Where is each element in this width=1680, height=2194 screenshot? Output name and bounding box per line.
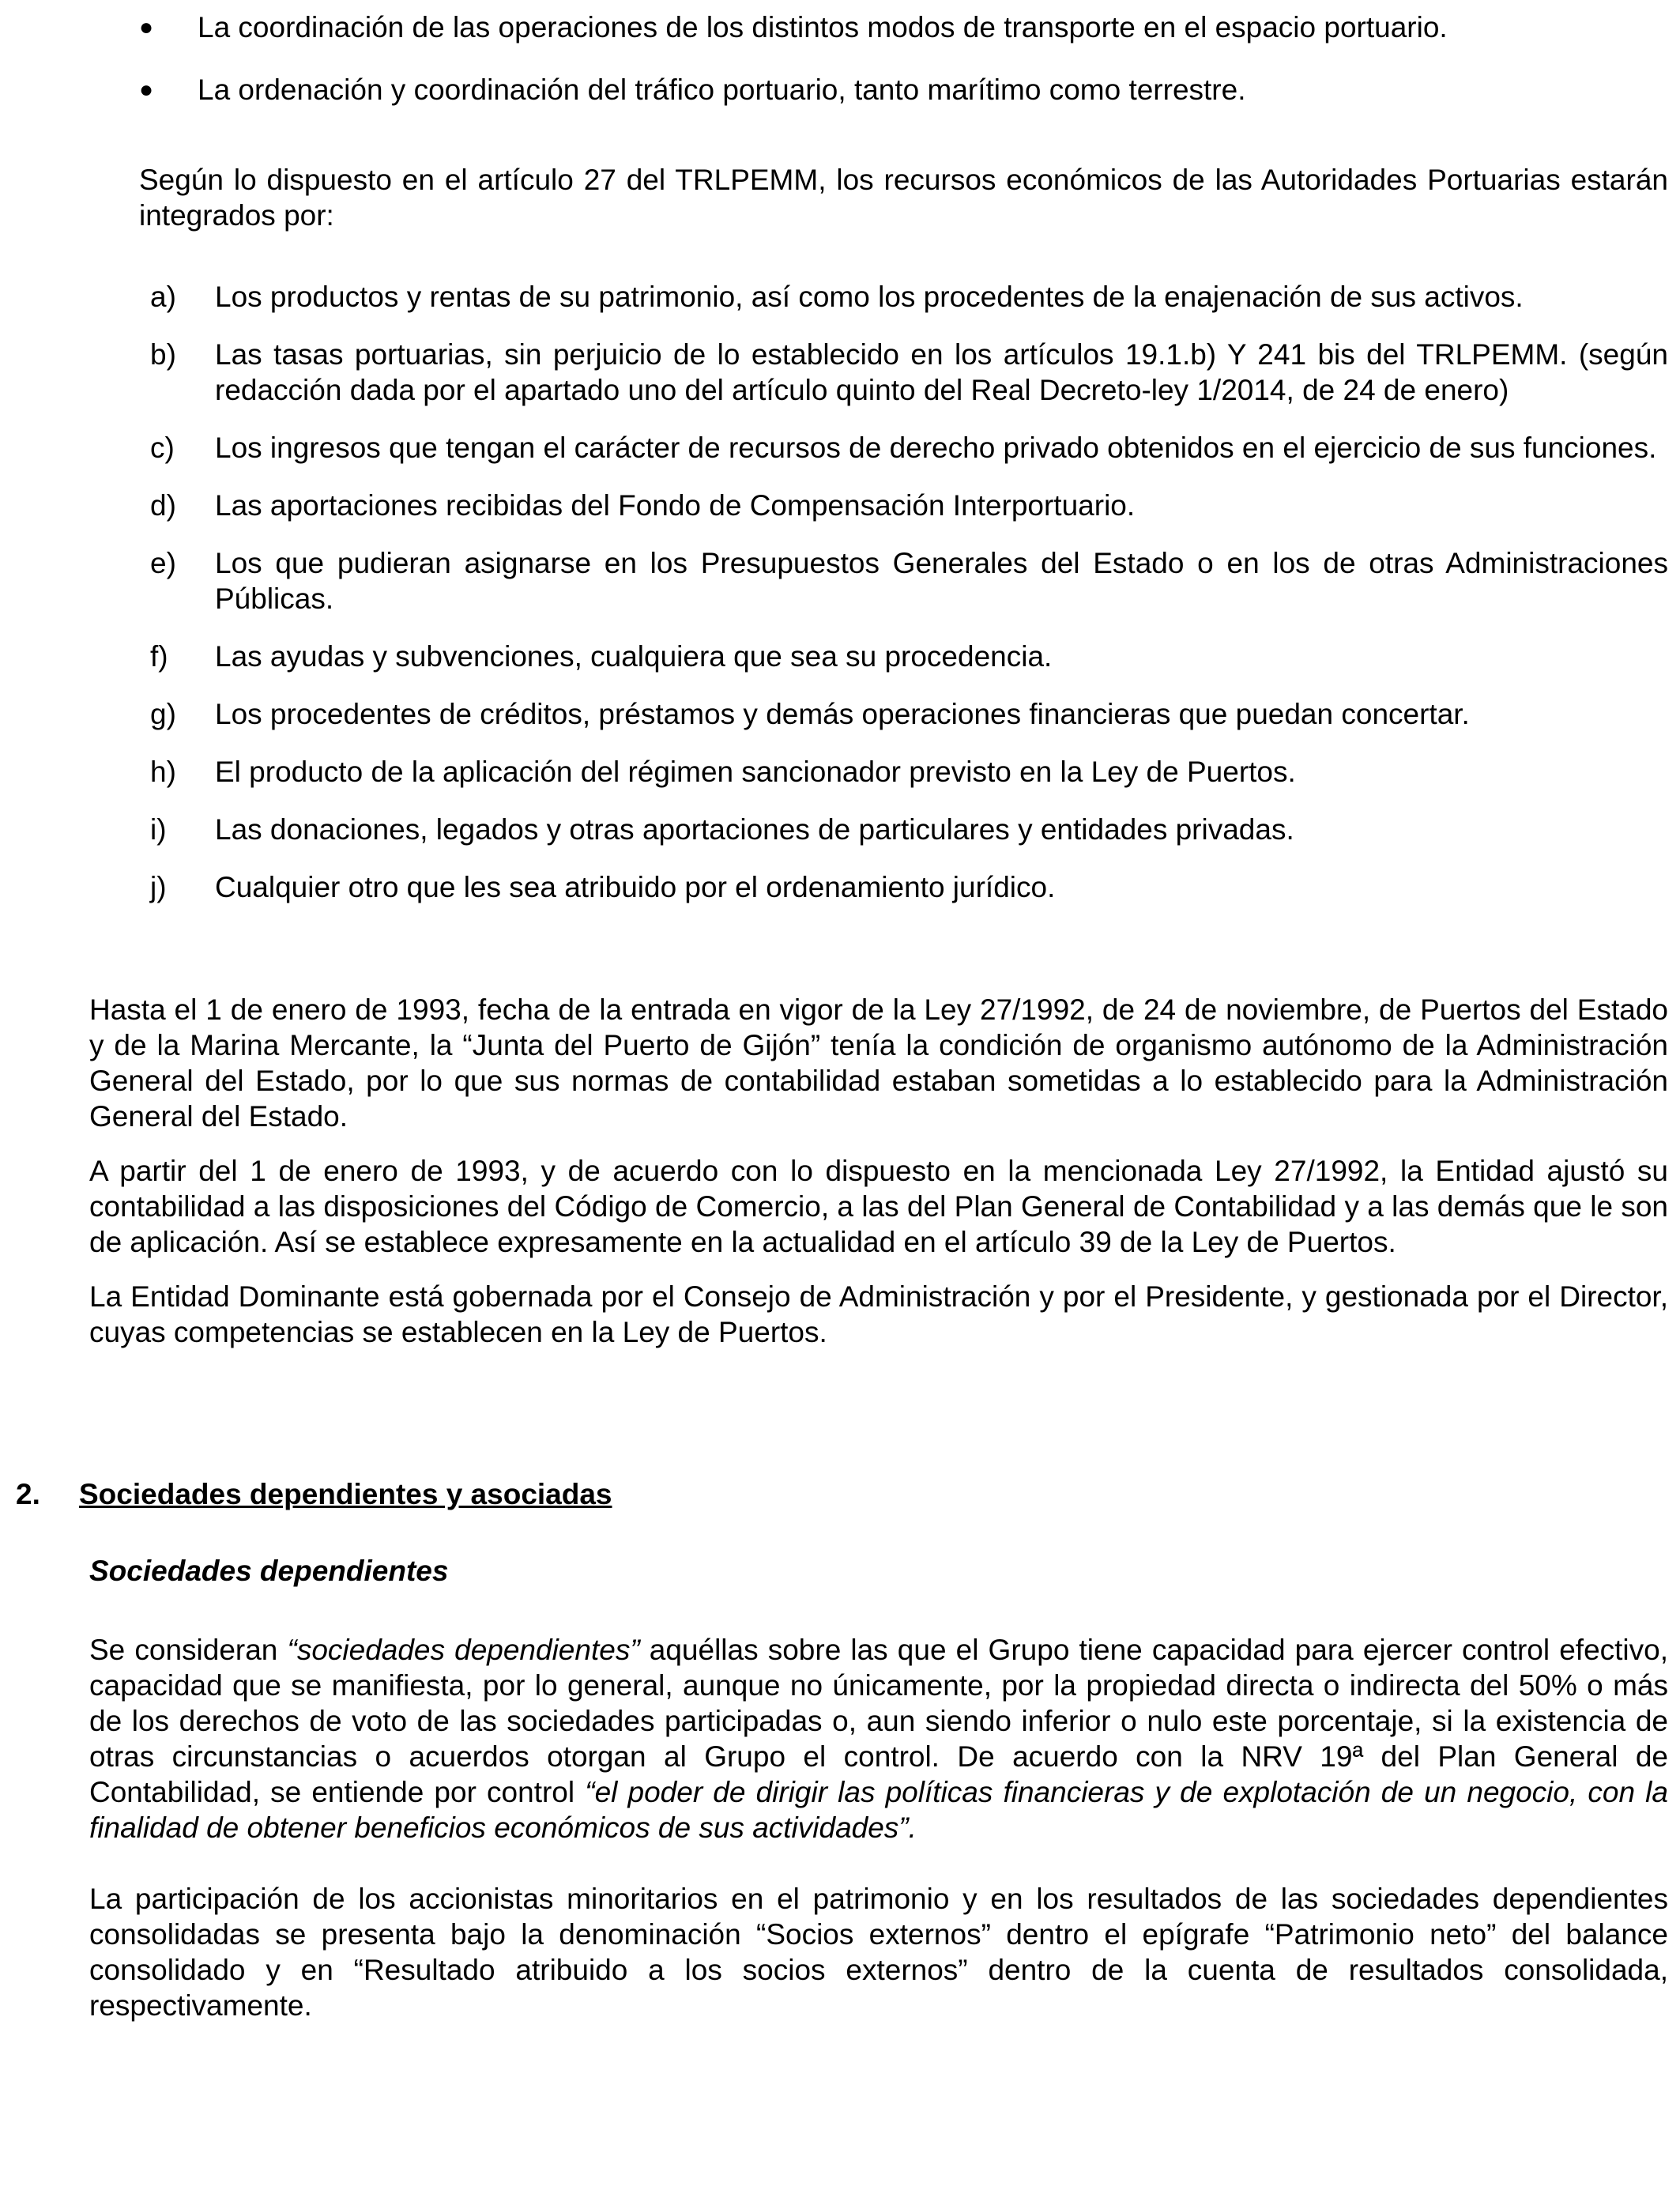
definition-lead: Se consideran [89, 1634, 288, 1666]
list-text: Los que pudieran asignarse en los Presupuestos Generales del Estado o en los de otras Administraciones Públicas. [215, 547, 1668, 615]
list-text: Las tasas portuarias, sin perjuicio de lo establecido en los artículos 19.1.b) Y 241 bis del TRLPEMM. (según redacción dada por el apartado uno del artículo quinto del Real Decreto-ley 1/2014, de 24 de enero) [215, 338, 1668, 406]
list-marker: d) [150, 489, 176, 522]
paragraph: Hasta el 1 de enero de 1993, fecha de la entrada en vigor de la Ley 27/1992, de 24 de noviembre, de Puertos del Estado y de la Marina Mercante, la “Junta del Puerto de Gijón” tenía la condición de organismo autónomo de la Administración General del Estado, por lo que sus normas de contabilidad estaban sometidas a lo establecido para la Administración General del Estado. [89, 993, 1668, 1133]
list-marker: i) [150, 813, 167, 846]
list-marker: f) [150, 640, 168, 673]
resources-intro: Según lo dispuesto en el artículo 27 del TRLPEMM, los recursos económicos de las Autoridades Portuarias estarán integrados por: [139, 164, 1668, 232]
section-title: Sociedades dependientes y asociadas [79, 1478, 612, 1510]
list-item [139, 545, 1668, 616]
paragraph: A partir del 1 de enero de 1993, y de acuerdo con lo dispuesto en la mencionada Ley 27/1992, la Entidad ajustó su contabilidad a las disposiciones del Código de Comercio, a las del Plan General de Contabilidad y a las demás que le son de aplicación. Así se establece expresamente en la actualidad en el artículo 39 de la Ley de Puertos. [89, 1155, 1668, 1258]
list-item [139, 279, 1668, 315]
list-marker: g) [150, 698, 176, 730]
bullet-icon: ● [139, 77, 154, 103]
list-item [139, 696, 1668, 732]
definition-paragraph [89, 1632, 1668, 1845]
list-text: Los ingresos que tengan el carácter de recursos de derecho privado obtenidos en el ejercicio de sus funciones. [215, 432, 1657, 464]
bullet-icon: ● [139, 14, 154, 40]
subsection-title: Sociedades dependientes [89, 1555, 449, 1587]
list-marker: h) [150, 756, 176, 788]
list-item [139, 430, 1668, 466]
section-body [89, 1632, 1668, 2059]
list-marker: e) [150, 547, 176, 579]
bullet-item [134, 9, 1667, 45]
resources-list [139, 279, 1668, 927]
list-text: El producto de la aplicación del régimen sancionador previsto en la Ley de Puertos. [215, 756, 1296, 788]
list-item [139, 488, 1668, 523]
list-marker: j) [150, 871, 167, 903]
paragraph: La Entidad Dominante está gobernada por el Consejo de Administración y por el Presidente, y gestionada por el Director, cuyas competencias se establecen en la Ley de Puertos. [89, 1280, 1668, 1348]
minority-paragraph: La participación de los accionistas minoritarios en el patrimonio y en los resultados de las sociedades dependientes consolidadas se presenta bajo la denominación “Socios externos” dentro el epígrafe “Patrimonio neto” del balance consolidado y en “Resultado atribuido a los socios externos” dentro de la cuenta de resultados consolidada, respectivamente. [89, 1883, 1668, 2022]
list-item [139, 869, 1668, 905]
list-item [139, 754, 1668, 790]
definition-middle: aquéllas sobre las que el Grupo tiene capacidad para ejercer control efectivo, capacidad que se manifiesta, por lo general, aunque no únicamente, por la propiedad directa o indirecta del 50% o más de los derechos de voto de las sociedades participadas o, aun siendo inferior o nulo este porcentaje, si la existencia de otras circunstancias o acuerdos otorgan al Grupo el control. De acuerdo con la NRV 19ª del Plan General de Contabilidad, se entiende por control [89, 1634, 1668, 1808]
list-marker: a) [150, 281, 176, 313]
list-text: Cualquier otro que les sea atribuido por el ordenamiento jurídico. [215, 871, 1056, 903]
list-marker: c) [150, 432, 175, 464]
list-marker: b) [150, 338, 176, 371]
list-item [139, 812, 1668, 847]
list-text: Las donaciones, legados y otras aportaciones de particulares y entidades privadas. [215, 813, 1294, 846]
list-text: Las ayudas y subvenciones, cualquiera que sea su procedencia. [215, 640, 1053, 673]
bullet-text: La ordenación y coordinación del tráfico portuario, tanto marítimo como terrestre. [198, 74, 1246, 106]
list-text: Los procedentes de créditos, préstamos y demás operaciones financieras que puedan concertar. [215, 698, 1470, 730]
bullet-list [134, 9, 1667, 134]
list-item [139, 639, 1668, 674]
bullet-text: La coordinación de las operaciones de los distintos modos de transporte en el espacio portuario. [198, 11, 1448, 43]
list-text: Los productos y rentas de su patrimonio, así como los procedentes de la enajenación de sus activos. [215, 281, 1524, 313]
bullet-item [134, 72, 1667, 107]
list-text: Las aportaciones recibidas del Fondo de Compensación Interportuario. [215, 489, 1136, 522]
definition-term: “sociedades dependientes” [287, 1634, 640, 1666]
section-number: 2. [16, 1478, 40, 1510]
list-item [139, 337, 1668, 408]
history-paragraphs [89, 992, 1668, 1369]
definition-quote: “el poder de dirigir las políticas financieras y de explotación de un negocio, con la finalidad de obtener beneficios económicos de sus actividades”. [89, 1776, 1668, 1844]
